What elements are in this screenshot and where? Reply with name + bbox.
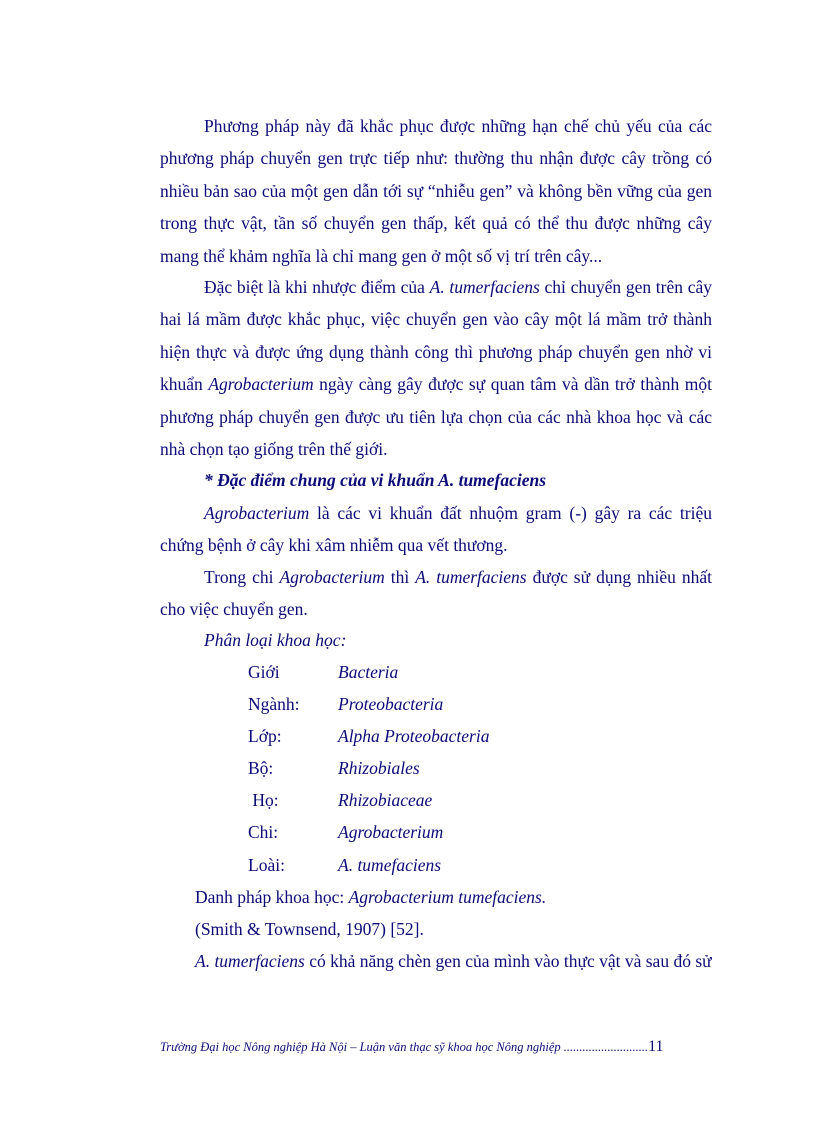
taxon-rank: Lớp: [248,726,282,746]
taxon-value: Agrobacterium [338,822,444,842]
classification-row [248,851,441,879]
taxon-rank: Họ: [248,790,279,810]
taxon-rank: Ngành: [248,694,300,714]
page-footer [160,1038,680,1056]
paragraph-2 [160,271,712,465]
taxon-rank: Giới [248,662,280,682]
classification-row [248,690,443,718]
species-name: A. tumerfaciens [195,951,305,971]
paragraph-2-text-a: Đặc biệt là khi nhược điểm của [204,277,430,297]
genus-name: Agrobacterium [279,567,385,587]
genus-name: Agrobacterium [208,374,314,395]
footer-text: Trường Đại học Nông nghiệp Hà Nội – Luận văn thạc sỹ khoa học Nông nghiệp ........................... [160,1040,649,1054]
taxon-value: Alpha Proteobacteria [338,726,490,746]
taxon-value: Proteobacteria [338,694,444,714]
paragraph-1-text: Phương pháp này đã khắc phục được những hạn chế chủ yếu của các phương pháp chuyển gen trực tiếp như: thường thu nhận được cây trồng có nhiều bản sao của một gen dẫn tới sự “nhiễu gen” và không bền vững của gen trong thực vật, tần số chuyển gen thấp, kết quả có thể thu được những cây mang thể khảm nghĩa là chỉ mang gen ở một số vị trí trên cây... [160,116,712,266]
taxon-value: Bacteria [338,662,399,682]
taxon-value: Rhizobiaceae [338,790,433,810]
page-number: 11 [648,1038,664,1055]
paragraph-4 [160,561,712,626]
binomial-name: Agrobacterium tumefaciens. [348,887,547,907]
section-heading: * Đặc điểm chung của vi khuẩn A. tumefaciens [204,470,547,490]
classification-title: Phân loại khoa học: [204,630,347,650]
binomial-label: Danh pháp khoa học: [195,887,349,907]
classification-row [248,754,420,782]
taxon-value: A. tumefaciens [338,855,442,875]
classification-row [248,722,489,750]
species-name: A. tumerfaciens [429,277,540,297]
taxon-value: Rhizobiales [338,758,420,778]
classification-row [248,786,432,814]
classification-row [248,658,398,686]
classification-row [248,818,443,846]
paragraph-2-text-b: chỉ chuyển gen trên cây hai lá mầm được khắc phục, việc chuyển gen vào cây một lá mầm trở thành hiện thực và được ứng dụng thành công thì phương pháp chuyển gen nhờ vi khuẩn [160,277,712,395]
species-name: A. tumerfaciens [415,567,527,587]
paragraph-4-text-a: Trong chi [204,567,280,587]
binomial-line [195,883,546,911]
citation: (Smith & Townsend, 1907) [52]. [195,919,424,939]
paragraph-4-text-b: thì [384,567,416,587]
taxon-rank: Loài: [248,855,285,875]
taxon-rank: Bộ: [248,758,274,778]
paragraph-3-text: là các vi khuẩn đất nhuộm gram (-) gây ra các triệu chứng bệnh ở cây khi xâm nhiễm qua vết thương. [160,503,712,556]
paragraph-5 [195,947,712,975]
paragraph-1 [160,110,712,272]
taxon-rank: Chi: [248,822,279,842]
paragraph-3 [160,497,712,562]
paragraph-5-text: có khả năng chèn gen của mình vào thực vật và sau đó sử [304,951,712,971]
paragraph-2-text-c: ngày càng gây được sự quan tâm và dần trở thành một phương pháp chuyển gen được ưu tiên lựa chọn của các nhà khoa học và các nhà chọn tạo giống trên thế giới. [160,374,712,460]
paragraph-4-text-c: được sử dụng nhiều nhất cho việc chuyển gen. [160,567,712,620]
genus-name: Agrobacterium [204,503,310,523]
